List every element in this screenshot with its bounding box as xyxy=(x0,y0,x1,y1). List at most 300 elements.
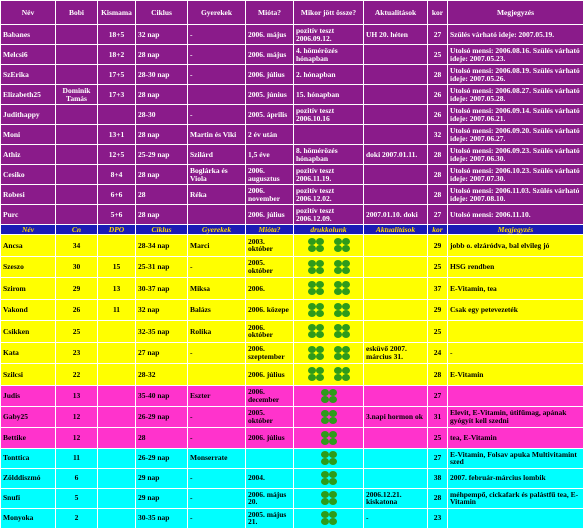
clover-cell xyxy=(294,468,364,488)
table-cell[interactable] xyxy=(364,278,428,300)
table-cell[interactable]: 28 xyxy=(428,65,448,85)
table-cell[interactable]: Név xyxy=(1,225,56,235)
table-cell[interactable] xyxy=(246,448,294,468)
table-cell[interactable]: 2003. október xyxy=(246,235,294,257)
table-cell[interactable] xyxy=(98,105,136,125)
table-cell[interactable]: 28 xyxy=(136,427,188,448)
table-cell[interactable]: Szilárd xyxy=(188,145,246,165)
table-cell[interactable]: - xyxy=(188,256,246,278)
clover-icon xyxy=(305,238,327,252)
table-cell[interactable]: Ciklus xyxy=(136,225,188,235)
clover-icon xyxy=(305,324,327,338)
table-cell[interactable] xyxy=(56,185,98,205)
table-cell[interactable] xyxy=(364,45,428,65)
table-row[interactable] xyxy=(1,235,583,257)
header-row xyxy=(1,1,583,25)
table-cell[interactable]: Snufi xyxy=(1,488,56,508)
table-cell[interactable]: 25 xyxy=(428,256,448,278)
table-cell[interactable]: 12 xyxy=(56,406,98,427)
table-cell[interactable]: 32 nap xyxy=(136,299,188,321)
table-cell[interactable]: pozitív teszt 2006.10.16 xyxy=(294,105,364,125)
table-cell[interactable]: 2006. május 20. xyxy=(246,488,294,508)
clover-cell xyxy=(294,278,364,300)
table-cell[interactable]: jobb o. elzáródva, bal elvileg jó xyxy=(448,235,583,257)
clover-icon xyxy=(318,491,340,505)
clover-icon xyxy=(305,346,327,360)
table-cell[interactable]: 28 xyxy=(428,185,448,205)
table-cell[interactable]: 15. hónapban xyxy=(294,85,364,105)
table-cell[interactable]: 13 xyxy=(98,278,136,300)
table-cell[interactable]: 11 xyxy=(98,299,136,321)
table-cell[interactable]: Robesi xyxy=(1,185,56,205)
table-cell[interactable]: 2004. xyxy=(246,468,294,488)
table-row[interactable] xyxy=(1,25,583,45)
table-cell[interactable]: 27 xyxy=(428,25,448,45)
table-cell[interactable]: Elevit, E-Vitamin, útifűmag, apának gyógyít kell szedni xyxy=(448,406,583,427)
table-cell[interactable]: 28 nap xyxy=(136,85,188,105)
table-cell[interactable] xyxy=(56,65,98,85)
table-cell[interactable]: 30-35 nap xyxy=(136,508,188,528)
table-cell[interactable]: - xyxy=(188,45,246,65)
table-cell[interactable]: Tonttica xyxy=(1,448,56,468)
clover-icon xyxy=(331,346,353,360)
table-cell[interactable]: 2. hónapban xyxy=(294,65,364,85)
table-cell[interactable] xyxy=(448,321,583,343)
table-cell[interactable] xyxy=(56,45,98,65)
table-cell[interactable]: - xyxy=(188,65,246,85)
table-row[interactable] xyxy=(1,45,583,65)
table-cell[interactable] xyxy=(98,385,136,406)
table-cell[interactable]: 26 xyxy=(56,299,98,321)
table-cell[interactable]: 28 nap xyxy=(136,125,188,145)
table-row[interactable] xyxy=(1,406,583,427)
clover-icon xyxy=(305,281,327,295)
table-cell[interactable]: - xyxy=(188,25,246,45)
table-cell[interactable]: HSG rendben xyxy=(448,256,583,278)
table-cell[interactable]: - xyxy=(364,508,428,528)
table-cell[interactable] xyxy=(98,342,136,364)
table-cell[interactable]: 22 xyxy=(56,364,98,386)
table-cell[interactable]: 2005. október xyxy=(246,256,294,278)
table-cell[interactable]: 2006. július xyxy=(246,65,294,85)
table-cell[interactable]: 25-29 nap xyxy=(136,145,188,165)
clover-cell xyxy=(294,299,364,321)
table-cell[interactable]: 27 nap xyxy=(136,342,188,364)
table-cell[interactable]: Dominik Tamás xyxy=(56,85,98,105)
table-cell[interactable]: Zölddiszmó xyxy=(1,468,56,488)
clover-icon xyxy=(318,431,340,445)
table-cell[interactable]: E-Vitamin, Folsav apuka Multivitamint szed xyxy=(448,448,583,468)
table-cell[interactable] xyxy=(56,205,98,225)
table-cell[interactable]: Megjegyzés xyxy=(448,1,583,25)
table-cell[interactable] xyxy=(188,364,246,386)
table-cell[interactable]: 2006. október xyxy=(246,321,294,343)
table-cell[interactable]: pozitív teszt 2006.09.12. xyxy=(294,25,364,45)
table-cell[interactable]: Szeszo xyxy=(1,256,56,278)
table-cell[interactable]: 12+5 xyxy=(98,145,136,165)
table-cell[interactable]: 29 xyxy=(428,235,448,257)
table-cell[interactable]: 2 xyxy=(56,508,98,528)
table-row[interactable] xyxy=(1,342,583,364)
table-cell[interactable]: 28-32 xyxy=(136,364,188,386)
table-cell[interactable]: Rolika xyxy=(188,321,246,343)
clover-cell xyxy=(294,385,364,406)
table-cell[interactable]: 2006. november xyxy=(246,185,294,205)
table-cell[interactable]: kor xyxy=(428,1,448,25)
table-row[interactable] xyxy=(1,165,583,185)
table-cell[interactable]: E-Vitamin xyxy=(448,364,583,386)
table-cell[interactable]: 18+5 xyxy=(98,25,136,45)
table-cell[interactable] xyxy=(364,385,428,406)
table-cell[interactable] xyxy=(56,145,98,165)
table-cell[interactable]: - xyxy=(188,427,246,448)
table-cell[interactable] xyxy=(98,448,136,468)
table-row[interactable] xyxy=(1,321,583,343)
table-cell[interactable]: Szilcsi xyxy=(1,364,56,386)
table-cell[interactable] xyxy=(364,125,428,145)
table-cell[interactable]: 2006. július xyxy=(246,427,294,448)
table-cell[interactable]: Gyerekek xyxy=(188,1,246,25)
table-cell[interactable]: Utolsó mensi: 2006.08.19. Szülés várható ideje: 2007.05.26. xyxy=(448,65,583,85)
table-cell[interactable]: Moni xyxy=(1,125,56,145)
table-cell[interactable]: doki 2007.01.11. xyxy=(364,145,428,165)
table-cell[interactable]: 8. hömérözés hónapban xyxy=(294,145,364,165)
table-cell[interactable]: 23 xyxy=(428,508,448,528)
table-cell[interactable]: 3.napi hormon ok xyxy=(364,406,428,427)
table-cell[interactable] xyxy=(56,165,98,185)
table-cell[interactable] xyxy=(56,125,98,145)
clover-icon xyxy=(305,367,327,381)
table-cell[interactable]: Utolsó mensi: 2006.08.16. Szülés várható ideje: 2007.05.23. xyxy=(448,45,583,65)
table-cell[interactable]: Név xyxy=(1,1,56,25)
table-cell[interactable]: 2007.01.10. doki xyxy=(364,205,428,225)
table-cell[interactable] xyxy=(98,488,136,508)
table-cell[interactable] xyxy=(98,364,136,386)
table-cell[interactable]: Melcsi6 xyxy=(1,45,56,65)
table-cell[interactable] xyxy=(448,385,583,406)
table-cell[interactable]: 15 xyxy=(98,256,136,278)
table-cell[interactable]: 6+6 xyxy=(98,185,136,205)
table-cell[interactable]: Utolsó mensi: 2006.11.10. xyxy=(448,205,583,225)
table-row[interactable] xyxy=(1,105,583,125)
table-row[interactable] xyxy=(1,508,583,528)
clover-cell xyxy=(294,256,364,278)
table-cell[interactable]: Athiz xyxy=(1,145,56,165)
table-cell[interactable] xyxy=(448,508,583,528)
clover-cell xyxy=(294,427,364,448)
table-cell[interactable]: - xyxy=(188,342,246,364)
table-cell[interactable]: Utolsó mensi: 2006.11.03. Szülés várható ideje: 2007.08.10. xyxy=(448,185,583,205)
table-cell[interactable]: tea, E-Vitamin xyxy=(448,427,583,448)
table-cell[interactable]: 26 xyxy=(428,105,448,125)
table-cell[interactable]: 2005. május 21. xyxy=(246,508,294,528)
table-cell[interactable]: 28 xyxy=(428,364,448,386)
table-cell[interactable]: Utolsó mensi: 2006.09.23. Szülés várható ideje: 2007.06.30. xyxy=(448,145,583,165)
table-cell[interactable]: Boglárka és Viola xyxy=(188,165,246,185)
table-cell[interactable]: Gaby25 xyxy=(1,406,56,427)
table-cell[interactable] xyxy=(364,235,428,257)
table-cell[interactable]: - xyxy=(188,105,246,125)
table-cell[interactable] xyxy=(188,85,246,105)
table-cell[interactable]: Vakond xyxy=(1,299,56,321)
table-cell[interactable] xyxy=(364,85,428,105)
table-cell[interactable]: 38 xyxy=(428,468,448,488)
clover-cell xyxy=(294,342,364,364)
table-cell[interactable]: Elizabeth25 xyxy=(1,85,56,105)
table-cell[interactable]: 25-31 nap xyxy=(136,256,188,278)
table-cell[interactable]: Kata xyxy=(1,342,56,364)
table-cell[interactable] xyxy=(364,256,428,278)
clover-cell xyxy=(294,235,364,257)
table-cell[interactable]: 30-37 nap xyxy=(136,278,188,300)
table-cell[interactable]: 28 nap xyxy=(136,45,188,65)
table-cell[interactable]: Mióta? xyxy=(246,1,294,25)
table-cell[interactable]: 25 xyxy=(428,321,448,343)
table-cell[interactable]: Megjegyzés xyxy=(448,225,583,235)
table-cell[interactable]: Csak egy petevezeték xyxy=(448,299,583,321)
table-cell[interactable]: 2006. július xyxy=(246,364,294,386)
table-cell[interactable] xyxy=(364,105,428,125)
table-cell[interactable]: Kismama xyxy=(98,1,136,25)
table-cell[interactable]: DPO xyxy=(98,225,136,235)
table-cell[interactable] xyxy=(364,427,428,448)
table-cell[interactable]: 5 xyxy=(56,488,98,508)
clover-cell xyxy=(294,448,364,468)
table-cell[interactable] xyxy=(98,427,136,448)
table-cell[interactable]: Csikken xyxy=(1,321,56,343)
table-cell[interactable]: 26-29 nap xyxy=(136,448,188,468)
table-cell[interactable]: - xyxy=(188,468,246,488)
table-cell[interactable]: 29 xyxy=(56,278,98,300)
table-cell[interactable] xyxy=(364,165,428,185)
table-cell[interactable]: 2 év után xyxy=(246,125,294,145)
table-cell[interactable]: 27 xyxy=(428,448,448,468)
table-cell[interactable]: 6 xyxy=(56,468,98,488)
clover-icon xyxy=(305,303,327,317)
table-cell[interactable]: 11 xyxy=(56,448,98,468)
clover-cell xyxy=(294,508,364,528)
table-cell[interactable]: 12 xyxy=(56,427,98,448)
table-cell[interactable]: - xyxy=(448,342,583,364)
table-cell[interactable] xyxy=(98,235,136,257)
table-cell[interactable]: SzErika xyxy=(1,65,56,85)
clover-icon xyxy=(318,451,340,465)
table-cell[interactable]: Aktualitások xyxy=(364,1,428,25)
table-row[interactable] xyxy=(1,364,583,386)
table-cell[interactable]: Utolsó mensi: 2006.09.14. Szülés várható ideje: 2007.06.21. xyxy=(448,105,583,125)
table-cell[interactable]: 32 xyxy=(428,125,448,145)
table-cell[interactable]: 13 xyxy=(56,385,98,406)
table-row[interactable] xyxy=(1,488,583,508)
table-row[interactable] xyxy=(1,145,583,165)
table-cell[interactable]: Monserrate xyxy=(188,448,246,468)
table-cell[interactable]: Mióta? xyxy=(246,225,294,235)
table-cell[interactable]: 2006. szeptember xyxy=(246,342,294,364)
table-cell[interactable]: 2006. augusztus xyxy=(246,165,294,185)
table-cell[interactable]: 28-30 xyxy=(136,105,188,125)
table-cell[interactable]: 2006. május xyxy=(246,25,294,45)
table-cell[interactable] xyxy=(364,185,428,205)
table-cell[interactable] xyxy=(188,205,246,225)
table-cell[interactable]: 27 xyxy=(428,385,448,406)
table-cell[interactable]: 5+6 xyxy=(98,205,136,225)
table-cell[interactable]: 25 xyxy=(428,45,448,65)
table-cell[interactable]: - xyxy=(188,508,246,528)
table-row[interactable] xyxy=(1,448,583,468)
table-cell[interactable]: 26 xyxy=(428,85,448,105)
table-row[interactable] xyxy=(1,468,583,488)
table-cell[interactable]: pozitív teszt 2006.11.19. xyxy=(294,165,364,185)
table-cell[interactable] xyxy=(56,25,98,45)
table-cell[interactable]: - xyxy=(188,406,246,427)
header-row xyxy=(1,225,583,235)
table-cell[interactable] xyxy=(56,105,98,125)
table-cell[interactable]: Marci xyxy=(188,235,246,257)
table-cell[interactable]: 13+1 xyxy=(98,125,136,145)
clover-icon xyxy=(331,260,353,274)
clover-icon xyxy=(331,303,353,317)
table-cell[interactable] xyxy=(98,468,136,488)
table-cell[interactable]: Judithappy xyxy=(1,105,56,125)
table-row[interactable] xyxy=(1,427,583,448)
table-cell[interactable]: 26-29 nap xyxy=(136,406,188,427)
table-cell[interactable]: Martin és Viki xyxy=(188,125,246,145)
table-cell[interactable]: Eszter xyxy=(188,385,246,406)
table-cell[interactable]: Utolsó mensi: 2006.08.27. Szülés várható ideje: 2007.05.28. xyxy=(448,85,583,105)
table-row[interactable] xyxy=(1,205,583,225)
table-row[interactable] xyxy=(1,278,583,300)
table-cell[interactable]: 28 xyxy=(136,185,188,205)
table-cell[interactable]: 28 xyxy=(428,165,448,185)
table-cell[interactable]: 24 xyxy=(428,342,448,364)
table-cell[interactable]: 29 xyxy=(428,299,448,321)
table-cell[interactable]: Purc xyxy=(1,205,56,225)
table-cell[interactable]: 28 xyxy=(428,488,448,508)
table-cell[interactable]: 28 xyxy=(428,145,448,165)
table-cell[interactable]: Réka xyxy=(188,185,246,205)
table-cell[interactable] xyxy=(364,321,428,343)
table-cell[interactable] xyxy=(364,364,428,386)
table-cell[interactable]: Monyoka xyxy=(1,508,56,528)
table-cell[interactable] xyxy=(98,321,136,343)
clover-cell xyxy=(294,364,364,386)
table-cell[interactable]: Gyerekek xyxy=(188,225,246,235)
table-cell[interactable]: Utolsó mensi: 2006.10.23. Szülés várható ideje: 2007.07.30. xyxy=(448,165,583,185)
clover-cell xyxy=(294,488,364,508)
table-cell[interactable]: Szülés várható ideje: 2007.05.19. xyxy=(448,25,583,45)
table-cell[interactable]: Aktualitások xyxy=(364,225,428,235)
clover-cell xyxy=(294,406,364,427)
table-row[interactable] xyxy=(1,256,583,278)
table-cell[interactable]: Judis xyxy=(1,385,56,406)
table-cell[interactable]: Bettike xyxy=(1,427,56,448)
table-cell[interactable]: Szirom xyxy=(1,278,56,300)
table-cell[interactable] xyxy=(98,406,136,427)
table-cell[interactable]: 8+4 xyxy=(98,165,136,185)
table-cell[interactable]: 25 xyxy=(428,427,448,448)
table-cell[interactable]: 34 xyxy=(56,235,98,257)
table-cell[interactable]: - xyxy=(188,488,246,508)
table-cell[interactable]: drukkolunk xyxy=(294,225,364,235)
table-cell[interactable]: 23 xyxy=(56,342,98,364)
table-cell[interactable]: 2005. június xyxy=(246,85,294,105)
table-cell[interactable]: Cn xyxy=(56,225,98,235)
table-cell[interactable]: Miksa xyxy=(188,278,246,300)
table-cell[interactable]: 37 xyxy=(428,278,448,300)
table-cell[interactable]: Babanes xyxy=(1,25,56,45)
table-cell[interactable]: Ancsa xyxy=(1,235,56,257)
table-cell[interactable]: 2006. július xyxy=(246,205,294,225)
table-cell[interactable]: 32 nap xyxy=(136,25,188,45)
table-cell[interactable]: 17+3 xyxy=(98,85,136,105)
table-cell[interactable]: pozitív teszt 2006.12.02. xyxy=(294,185,364,205)
table-cell[interactable] xyxy=(294,125,364,145)
clover-icon xyxy=(318,471,340,485)
table-cell[interactable]: pozitív teszt 2006.12.09. xyxy=(294,205,364,225)
table-row[interactable] xyxy=(1,385,583,406)
table-cell[interactable]: kor xyxy=(428,225,448,235)
table-cell[interactable]: 28 nap xyxy=(136,165,188,185)
table-cell[interactable]: 18+2 xyxy=(98,45,136,65)
table-row[interactable] xyxy=(1,185,583,205)
table-cell[interactable]: 2005. október xyxy=(246,406,294,427)
table-cell[interactable]: E-Vitamin, tea xyxy=(448,278,583,300)
table-cell[interactable]: Balázs xyxy=(188,299,246,321)
table-cell[interactable]: 29 nap xyxy=(136,468,188,488)
table-cell[interactable] xyxy=(364,299,428,321)
clover-icon xyxy=(318,389,340,403)
table-cell[interactable]: UH 20. héten xyxy=(364,25,428,45)
table-cell[interactable]: 32-35 nap xyxy=(136,321,188,343)
table-cell[interactable]: 2006. xyxy=(246,278,294,300)
table-cell[interactable]: 28-34 nap xyxy=(136,235,188,257)
table-cell[interactable]: 4. hömérözés hónapban xyxy=(294,45,364,65)
table-cell[interactable] xyxy=(98,508,136,528)
table-cell[interactable]: 17+5 xyxy=(98,65,136,85)
table-cell[interactable]: 2006.12.21. kiskatona xyxy=(364,488,428,508)
table-cell[interactable]: Mikor jött össze? xyxy=(294,1,364,25)
table-cell[interactable]: 29 nap xyxy=(136,488,188,508)
table-cell[interactable]: 28 nap xyxy=(136,205,188,225)
table-row[interactable] xyxy=(1,125,583,145)
table-cell[interactable]: esküvő 2007. március 31. xyxy=(364,342,428,364)
table-row[interactable] xyxy=(1,299,583,321)
table-cell[interactable] xyxy=(364,448,428,468)
table-cell[interactable]: 2006. közepe xyxy=(246,299,294,321)
table-cell[interactable]: Ciklus xyxy=(136,1,188,25)
table-row[interactable] xyxy=(1,65,583,85)
table-cell[interactable]: 28-30 nap xyxy=(136,65,188,85)
table-cell[interactable]: 27 xyxy=(428,205,448,225)
table-cell[interactable]: Utolsó mensi: 2006.09.20. Szülés várható ideje: 2007.06.27. xyxy=(448,125,583,145)
table-cell[interactable]: Cesiko xyxy=(1,165,56,185)
table-cell[interactable]: 1,5 éve xyxy=(246,145,294,165)
table-cell[interactable]: 2006. május xyxy=(246,45,294,65)
table-cell[interactable]: 31 xyxy=(428,406,448,427)
clover-icon xyxy=(318,410,340,424)
table-cell[interactable]: 30 xyxy=(56,256,98,278)
table-cell[interactable]: méhpempő, cickafark és palástfű tea, E-Vitamin xyxy=(448,488,583,508)
table-cell[interactable]: 35-40 nap xyxy=(136,385,188,406)
table-cell[interactable]: 2005. április xyxy=(246,105,294,125)
table-row[interactable] xyxy=(1,85,583,105)
table-cell[interactable]: 2007. február-március lombik xyxy=(448,468,583,488)
table-cell[interactable]: 2006. december xyxy=(246,385,294,406)
table-cell[interactable]: Bobi xyxy=(56,1,98,25)
table-cell[interactable]: 25 xyxy=(56,321,98,343)
table-cell[interactable] xyxy=(364,65,428,85)
table-cell[interactable] xyxy=(364,468,428,488)
